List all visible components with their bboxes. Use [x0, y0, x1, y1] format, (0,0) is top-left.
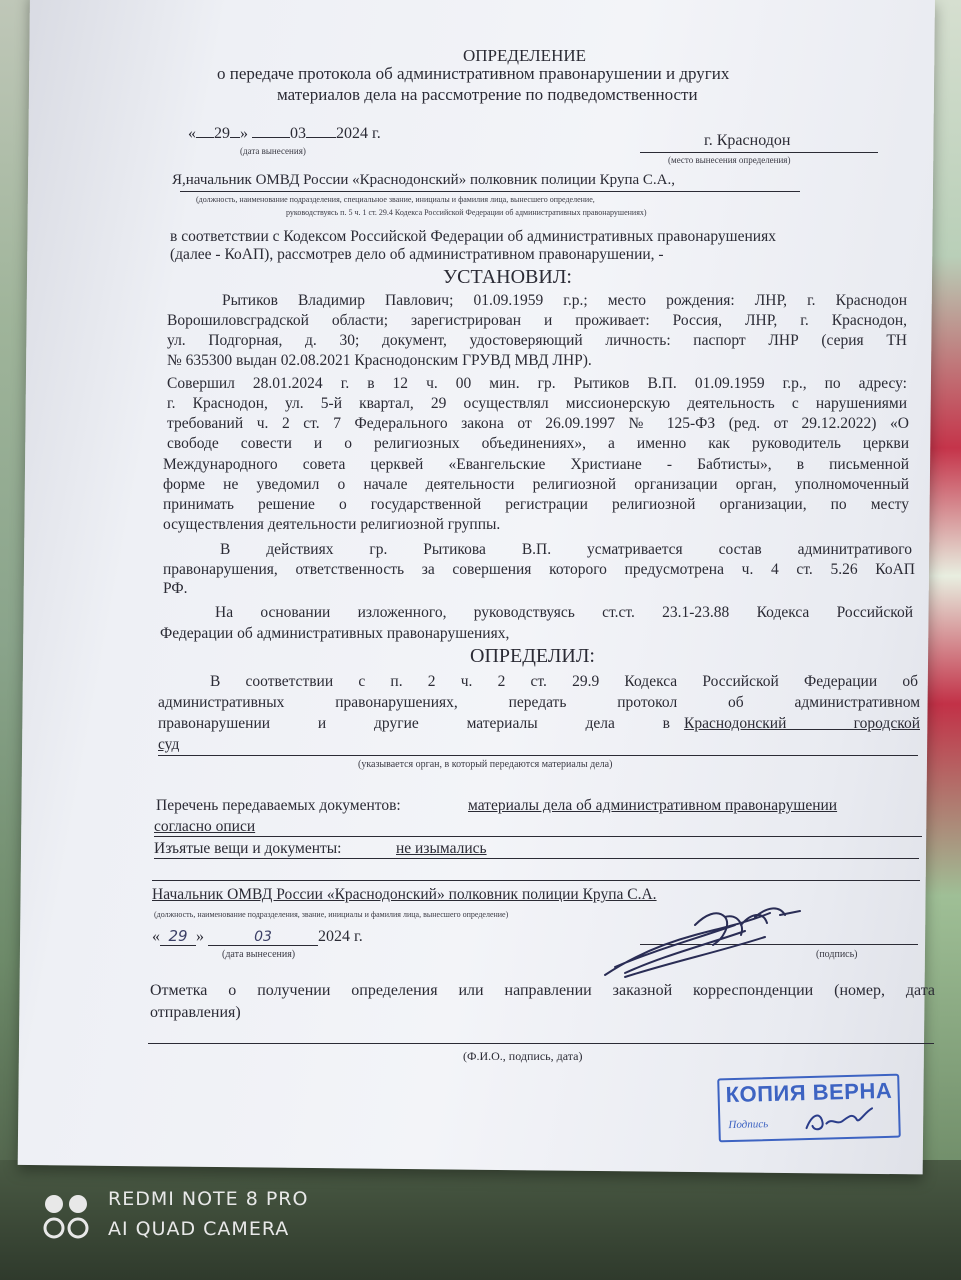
- p2-line: свободе совести и о религиозных объединениях», а именно как руководитель церкви: [167, 435, 909, 452]
- handwritten-signature: [595, 895, 810, 985]
- p3-line: РФ.: [163, 580, 188, 597]
- p1-line: Ворошиловсградской области; зарегистрирован и проживает: Россия, ЛНР, г. Краснодон,: [167, 312, 907, 329]
- seized-underline: [154, 858, 919, 859]
- intro-1: в соответствии с Кодексом Российской Федерации об административных правонарушениях: [170, 228, 776, 245]
- stamp-signature-label: Подпись: [728, 1118, 769, 1132]
- author-hint-1: (должность, наименование подразделения, специальное звание, инициалы и фамилия лица, вынесшего определение,: [196, 195, 595, 204]
- p2-line: форме не уведомил о начале деятельности религиозной организации орган, уполномоченный: [163, 476, 909, 493]
- stamp-signature: [798, 1102, 889, 1136]
- watermark-line-1: REDMI NOTE 8 PRO: [108, 1188, 309, 1210]
- date-day: 29: [214, 125, 230, 142]
- doc-title: ОПРЕДЕЛЕНИЕ: [463, 46, 587, 65]
- p3-line: В действиях гр. Рытикова В.П. усматривается состав админитративого: [220, 541, 912, 558]
- p2-line: Международного совета церквей «Евангельские Христиане - Бабтисты», в письменной: [163, 456, 909, 473]
- date-hint: (дата вынесения): [240, 146, 306, 156]
- p4-line: На основании изложенного, руководствуясь ст.ст. 23.1-23.88 Кодекса Российской: [215, 604, 913, 621]
- receipt-hint: (Ф.И.О., подпись, дата): [463, 1049, 583, 1063]
- watermark-line-2: AI QUAD CAMERA: [108, 1218, 290, 1240]
- sign-date-line: « 29 » 03 2024 г.: [152, 927, 363, 945]
- p5-line: В соответствии с п. 2 ч. 2 ст. 29.9 Кодекса Российской Федерации об: [210, 673, 918, 690]
- sign-day: 29: [160, 927, 196, 946]
- determined-heading: ОПРЕДЕЛИЛ:: [470, 645, 595, 667]
- p2-line: Совершил 28.01.2024 г. в 12 ч. 00 мин. гр. Рытиков В.П. 01.09.1959 г.р., по адресу:: [167, 375, 907, 392]
- p2-line: осуществления деятельности религиозной группы.: [163, 516, 501, 533]
- receipt-line-2: отправления): [150, 1004, 241, 1021]
- sign-hint: (должность, наименование подразделения, звание, инициалы и фамилия лица, вынесшего определение): [154, 910, 509, 919]
- p4-line: Федерации об административных правонарушениях,: [160, 625, 510, 642]
- sign-year: 2024 г.: [318, 928, 363, 945]
- p2-line: требований ч. 2 ст. 7 Федерального закона от 26.09.1997 № 125-ФЗ (ред. от 29.12.2022) «О: [167, 415, 909, 432]
- docs-underline: [154, 836, 922, 837]
- p2-line: принимать решение о государственной регистрации религиозной организации, по месту: [163, 496, 909, 513]
- date-line: « 29 » 03 2024 г.: [188, 125, 381, 142]
- doc-subtitle-2: материалов дела на рассмотрение по подведомственности: [277, 85, 698, 104]
- date-month: 03: [290, 125, 306, 142]
- receipt-underline: [148, 1043, 934, 1044]
- place-hint: (место вынесения определения): [668, 155, 791, 165]
- court-suffix: суд: [158, 736, 180, 753]
- court-name: Краснодонский городской: [684, 715, 920, 732]
- p5-line: административных правонарушениях, передать протокол об административном: [158, 694, 920, 711]
- signature-hint: (подпись): [816, 949, 858, 960]
- court-underline: [158, 755, 918, 756]
- docs-label: Перечень передаваемых документов:: [156, 797, 401, 814]
- author-hint-2: руководствуясь п. 5 ч. 1 ст. 29.4 Кодекса Российской Федерации об административных правонарушениях): [286, 208, 647, 217]
- stamp-title: КОПИЯ ВЕРНА: [725, 1077, 893, 1108]
- sign-author: Начальник ОМВД России «Краснодонский» полковник полиции Крупа С.А.: [152, 886, 657, 903]
- doc-subtitle-1: о передаче протокола об административном правонарушении и других: [217, 64, 730, 83]
- docs-value-1: материалы дела об административном правонарушении: [468, 797, 838, 814]
- seized-label: Изъятые вещи и документы:: [154, 840, 342, 857]
- p1-line: ул. Подгорная, д. 30; документ, удостоверяющий личность: паспорт ЛНР (серия ТН: [167, 332, 907, 349]
- p3-line: правонарушения, ответственность за совершения которого предусмотрена ч. 4 ст. 5.26 КоАП: [163, 561, 915, 578]
- author-line: Я,начальник ОМВД России «Краснодонский» полковник полиции Крупа С.А.,: [172, 172, 675, 188]
- receipt-line-1: Отметка о получении определения или направлении заказной корреспонденции (номер, дата: [150, 982, 935, 999]
- p1-line: Рытиков Владимир Павлович; 01.09.1959 г.р.; место рождения: ЛНР, г. Краснодон: [222, 292, 907, 309]
- intro-2: (далее - КоАП), рассмотрев дело об административном правонарушении, -: [170, 246, 664, 263]
- author-underline: [180, 191, 800, 192]
- sign-date-hint: (дата вынесения): [222, 949, 296, 960]
- date-year: 2024 г.: [336, 125, 381, 142]
- p2-line: г. Краснодон, ул. 5-й квартал, 29 осуществлял миссионерскую деятельность с нарушениями: [167, 395, 907, 412]
- place: г. Краснодон: [704, 132, 791, 149]
- p1-line: № 635300 выдан 02.08.2021 Краснодонским ГРУВД МВД ЛНР).: [167, 352, 592, 369]
- seized-value: не изымались: [396, 840, 487, 857]
- place-underline: [640, 152, 878, 153]
- blank-line: [152, 880, 920, 881]
- court-hint: (указывается орган, в который передаются материалы дела): [358, 759, 613, 770]
- copy-certified-stamp: [717, 1074, 901, 1143]
- p5-line: правонарушении и другие материалы дела в: [158, 715, 670, 732]
- docs-value-2: согласно описи: [154, 818, 256, 835]
- established-heading: УСТАНОВИЛ:: [443, 266, 572, 288]
- sign-month: 03: [208, 929, 318, 946]
- camera-watermark-logo-icon: [42, 1192, 92, 1242]
